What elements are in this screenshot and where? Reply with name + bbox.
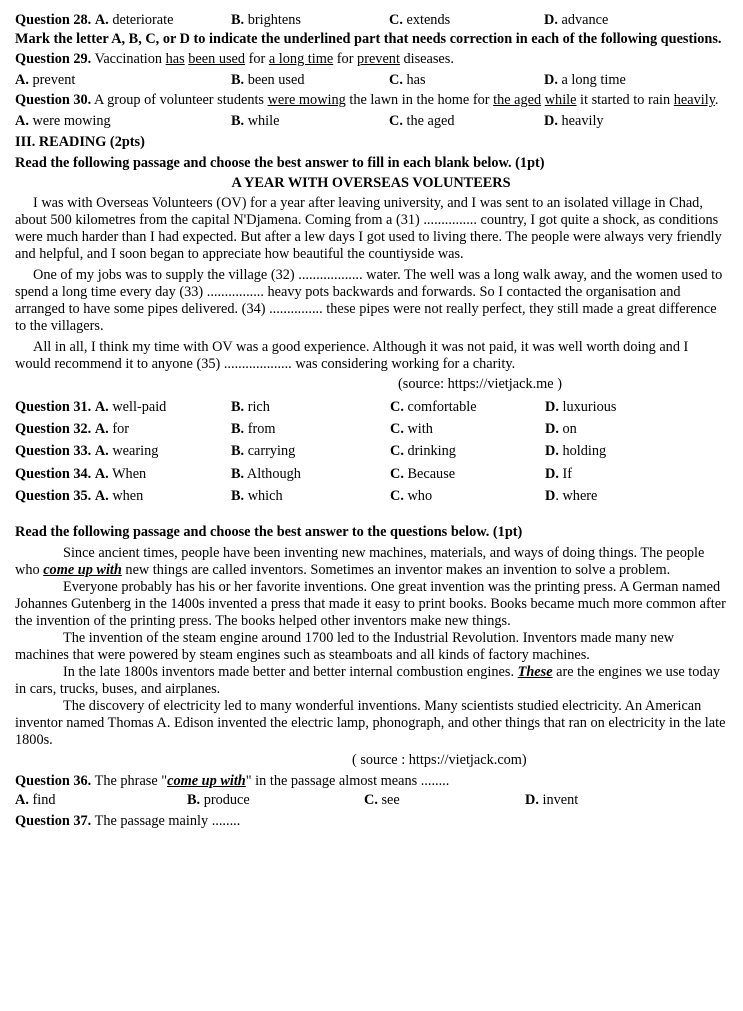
- passage-1-paragraph-1: I was with Overseas Volunteers (OV) for a year after leaving university, and I was sent to an isolated village in Chad, about 500 kilometres from the capital N'Djamena. Coming from a (31) ............... country, I got quite a shock, as conditions were much harder than I had expected. But after a lew days I got used to living there. The people were always very friendly and helpful, and I soon began to appreciate how beautiful the countiyside was.: [15, 195, 722, 262]
- passage-1-instruction: Read the following passage and choose the best answer to fill in each blank below. (1pt): [15, 155, 545, 171]
- section-heading-reading: III. READING (2pts): [15, 134, 145, 150]
- passage-1-paragraph-3: All in all, I think my time with OV was a good experience. Although it was not paid, it was well worth doing and I would recommend it to anyone (35) ................... was considering working for a charity.: [15, 339, 689, 372]
- option-c: C. the aged: [389, 112, 455, 129]
- question-30-options: [15, 109, 727, 133]
- option-d: D. invent: [525, 792, 579, 809]
- option-a: A. were mowing: [15, 112, 111, 129]
- section-instruction-correction: Mark the letter A, B, C, or D to indicate the underlined part that needs correction in each of the following questions.: [15, 31, 722, 47]
- exam-page: [15, 10, 727, 830]
- question-34: Question 34. A. When B. Although C. Because D. If: [15, 465, 573, 482]
- question-29-options: [15, 68, 727, 92]
- question-33: Question 33. A. wearing B. carrying C. drinking D. holding: [15, 443, 607, 460]
- option-a: Question 28. A. deteriorate: [15, 12, 174, 28]
- question-36: Question 36. The phrase "come up with" in the passage almost means ........: [15, 772, 450, 789]
- option-c: C. has: [389, 71, 426, 88]
- passage-2-source: ( source : https://vietjack.com): [352, 751, 527, 768]
- option-d: D. heavily: [544, 112, 604, 129]
- option-b: B. produce: [187, 792, 250, 809]
- option-c: C. see: [364, 792, 400, 809]
- question-35: Question 35. A. when B. which C. who D. where: [15, 488, 598, 505]
- option-d: D. advance: [544, 12, 609, 28]
- question-28-options: [15, 10, 727, 31]
- option-a: A. prevent: [15, 71, 76, 88]
- option-c: C. extends: [389, 12, 451, 28]
- highlighted-word: These: [517, 663, 553, 680]
- question-31: Question 31. A. well-paid B. rich C. comfortable D. luxurious: [15, 398, 617, 415]
- passage-2-paragraph-4: In the late 1800s inventors made better and better internal combustion engines. These are the engines we use today in cars, trucks, buses, and airplanes.: [15, 663, 721, 697]
- option-d: D. a long time: [544, 71, 626, 88]
- passage-2-paragraph-2: Everyone probably has his or her favorite inventions. One great invention was the printing press. A German named Johannes Gutenberg in the 1400s invented a press that made it easy to print books. Books became much more common after the invention of the printing press. The books helped other inventors make new things.: [15, 578, 726, 629]
- passage-1-title: A YEAR WITH OVERSEAS VOLUNTEERS: [231, 175, 511, 191]
- option-b: B. been used: [231, 71, 305, 88]
- passage-2-paragraph-5: The discovery of electricity led to many wonderful inventions. Many scientists studied electricity. An American inventor named Thomas A. Edison invented the electric lamp, phonograph, and other things that ran on electricity in the late 1800s.: [15, 697, 726, 748]
- question-36-options: [15, 790, 727, 812]
- highlighted-phrase: come up with: [43, 561, 122, 578]
- passage-2-instruction: Read the following passage and choose the best answer to the questions below. (1pt): [15, 523, 523, 540]
- option-a: A. find: [15, 792, 56, 809]
- question-31-35-options: [15, 396, 727, 508]
- passage-2-paragraph-1: Since ancient times, people have been inventing new machines, materials, and ways of doing things. The people who come up with new things are called inventors. Sometimes an inventor makes an invention to solve a problem.: [15, 544, 705, 578]
- question-29: Question 29. Vaccination has been used for a long time for prevent diseases.: [15, 51, 454, 67]
- passage-2-paragraph-3: The invention of the steam engine around 1700 led to the Industrial Revolution. Inventors made many new machines that were powered by steam engines such as steamboats and all kinds of factory machines.: [15, 629, 675, 663]
- passage-1-source: (source: https://vietjack.me ): [398, 376, 562, 392]
- option-b: B. brightens: [231, 12, 301, 28]
- option-b: B. while: [231, 112, 280, 129]
- question-37: Question 37. The passage mainly ........: [15, 812, 241, 829]
- question-30: Question 30. A group of volunteer students were mowing the lawn in the home for the aged while it started to rain heavily.: [15, 92, 719, 108]
- passage-1-paragraph-2: One of my jobs was to supply the village (32) .................. water. The well was a long walk away, and the women used to spend a long time every day (33) ................ heavy pots backwards and forwards. So I contacted the organisation and arranged to have some pipes delivered. (34) ............... these pipes were not really perfect, they still made a great difference to the villagers.: [15, 267, 723, 334]
- question-32: Question 32. A. for B. from C. with D. on: [15, 421, 577, 438]
